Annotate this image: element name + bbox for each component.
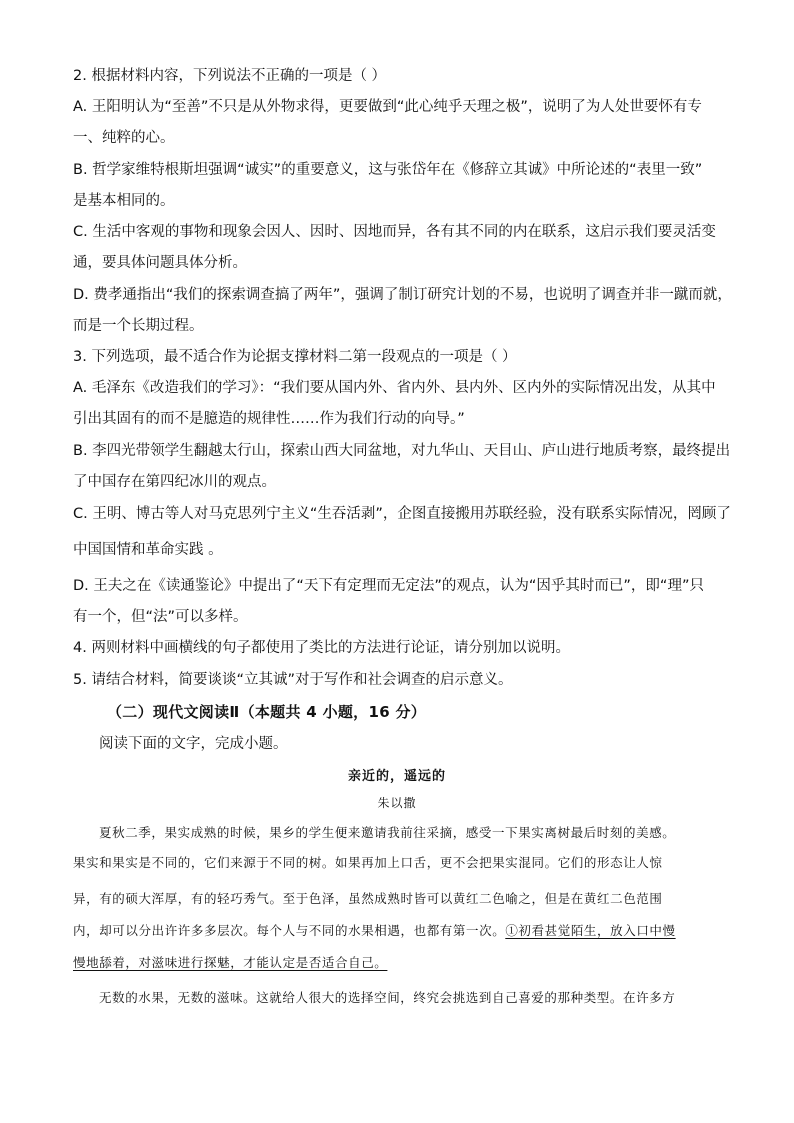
section-heading: （二）现代文阅读Ⅱ（本题共 4 小题，16 分） bbox=[107, 703, 427, 721]
question-3-option-b-line2: 了中国存在第四纪冰川的观点。 bbox=[73, 474, 276, 490]
question-2-option-d-line1: D. 费孝通指出“我们的探索调查搞了两年”，强调了制订研究计划的不易，也说明了调查并非一蹴而就， bbox=[73, 287, 732, 303]
question-5: 5. 请结合材料，简要谈谈“立其诚”对于写作和社会调查的启示意义。 bbox=[73, 672, 513, 688]
question-2-option-c-line1: C. 生活中客观的事物和现象会因人、因时、因地而异，各有其不同的内在联系，这启示我们要灵活变 bbox=[73, 224, 716, 240]
question-3-option-c-line2: 中国国情和革命实践 。 bbox=[73, 542, 223, 558]
question-2-option-b-line2: 是基本相同的。 bbox=[73, 193, 175, 209]
question-2-stem: 2. 根据材料内容，下列说法不正确的一项是（ ） bbox=[73, 68, 387, 84]
question-2-option-c-line2: 通，要具体问题具体分析。 bbox=[73, 255, 247, 271]
question-3-option-a-line2: 引出其固有的而不是臆造的规律性……作为我们行动的向导。” bbox=[73, 411, 465, 427]
essay-paragraph-2-line-1: 无数的水果，无数的滋味。这就给人很大的选择空间，终究会挑选到自己喜爱的那种类型。在许多方 bbox=[99, 990, 676, 1005]
essay-paragraph-1-line-2: 果实和果实是不同的，它们来源于不同的树。如果再加上口舌，更不会把果实混同。它们的形态让人惊 bbox=[73, 855, 663, 870]
question-3-stem: 3. 下列选项，最不适合作为论据支撑材料二第一段观点的一项是（ ） bbox=[73, 349, 517, 365]
question-4: 4. 两则材料中画横线的句子都使用了类比的方法进行论证，请分别加以说明。 bbox=[73, 640, 570, 656]
essay-paragraph-1-line-4 bbox=[73, 922, 725, 940]
question-3-option-d-line1: D. 王夫之在《读通鉴论》中提出了“天下有定理而无定法”的观点，认为“因乎其时而已”，即“理”只 bbox=[73, 578, 704, 594]
essay-author: 朱以撒 bbox=[377, 796, 417, 810]
essay-title: 亲近的，遥远的 bbox=[347, 769, 446, 784]
question-3-option-b-line1: B. 李四光带领学生翻越太行山，探索山西大同盆地，对九华山、天目山、庐山进行地质考察，最终提出 bbox=[73, 443, 731, 459]
underlined-sentence-part-2: 慢地舔着，对滋味进行探魅，才能认定是否适合自己。 bbox=[73, 955, 388, 970]
essay-paragraph-1-line-1: 夏秋二季，果实成熟的时候，果乡的学生便来邀请我前往采摘，感受一下果实离树最后时刻的美感。 bbox=[99, 825, 676, 840]
question-3-option-a-line1: A. 毛泽东《改造我们的学习》：“我们要从国内外、省内外、县内外、区内外的实际情况出发，从其中 bbox=[73, 380, 716, 396]
section-instruction: 阅读下面的文字，完成小题。 bbox=[99, 736, 288, 752]
question-3-option-d-line2: 有一个，但“法”可以多样。 bbox=[73, 609, 248, 625]
question-2-option-a-line2: 一、纯粹的心。 bbox=[73, 130, 175, 146]
question-2-option-a-line1: A. 王阳明认为“至善”不只是从外物求得，更要做到“此心纯乎天理之极”，说明了为人处世要怀有专 bbox=[73, 99, 702, 115]
question-3-option-c-line1: C. 王明、博古等人对马克思列宁主义“生吞活剥”，企图直接搬用苏联经验，没有联系实际情况，罔顾了 bbox=[73, 506, 731, 522]
essay-paragraph-1-line-5 bbox=[73, 954, 725, 972]
question-2-option-b-line1: B. 哲学家维特根斯坦强调“诚实”的重要意义，这与张岱年在《修辞立其诚》中所论述的“表里一致” bbox=[73, 162, 703, 178]
underlined-sentence-part-1: ①初看甚觉陌生，放入口中慢 bbox=[505, 923, 676, 938]
essay-paragraph-1-line-3: 异，有的硕大浑厚，有的轻巧秀气。至于色泽，虽然成熟时皆可以黄红二色喻之，但是在黄红二色范围 bbox=[73, 891, 663, 906]
essay-line-4-text: 内，却可以分出许许多多层次。每个人与不同的水果相遇，也都有第一次。 bbox=[73, 923, 506, 938]
question-2-option-d-line2: 而是一个长期过程。 bbox=[73, 318, 204, 334]
